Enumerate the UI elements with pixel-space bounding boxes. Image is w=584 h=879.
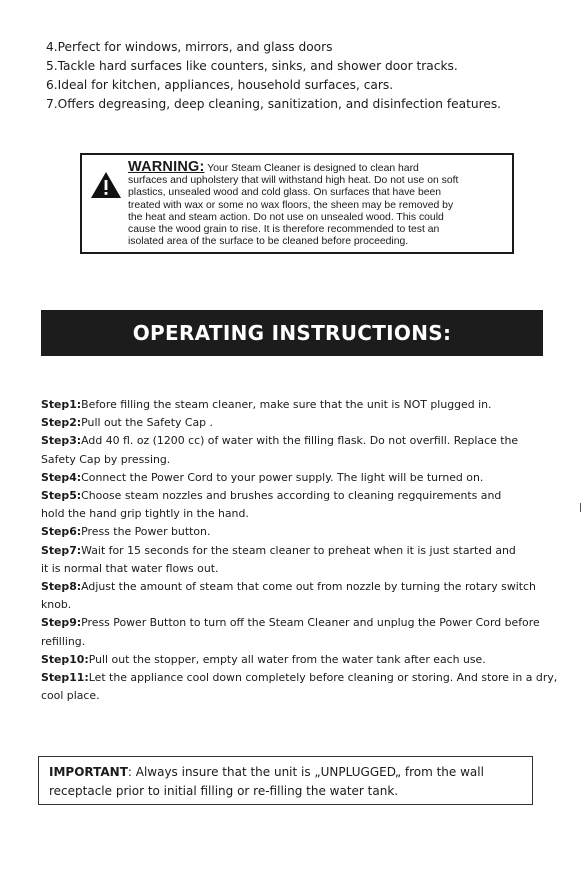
warning-lead: Your Steam Cleaner is designed to clean hard [204, 163, 419, 174]
step-item [41, 523, 565, 541]
step-text: Press Power Button to turn off the Steam Cleaner and unplug the Power Cord before [81, 616, 540, 630]
margin-mark [580, 503, 581, 512]
important-label: IMPORTANT [49, 765, 128, 779]
step-label: Step4: [41, 470, 82, 484]
warning-line: the heat and steam action. Do not use on unsealed wood. This could [128, 211, 444, 223]
step-item [41, 396, 565, 414]
step-text: Pull out the Safety Cap . [81, 416, 214, 430]
step-text: Pull out the stopper, empty all water from the water tank after each use. [88, 652, 486, 666]
step-text: Let the appliance cool down completely before cleaning or storing. And store in a dry, [88, 671, 558, 685]
banner-title: OPERATING INSTRUCTIONS: [132, 321, 452, 345]
steps-list [41, 396, 565, 705]
step-item [41, 414, 565, 432]
step-item [41, 542, 565, 560]
step-label: Step3: [41, 434, 82, 448]
step-label: Step8: [41, 580, 82, 594]
warning-line: treated with wax or some no wax floors, the sheen may be removed by [128, 199, 454, 211]
step-text-continued: hold the hand grip tightly in the hand. [41, 507, 249, 521]
step-text-continued: it is normal that water flows out. [41, 561, 219, 575]
step-text: Press the Power button. [81, 525, 211, 539]
step-label: Step11: [41, 671, 89, 685]
step-text: Adjust the amount of steam that come out from nozzle by turning the rotary switch [81, 580, 536, 594]
warning-line: cause the wood grain to rise. It is therefore recommended to test an [128, 224, 440, 236]
feature-item: 4.Perfect for windows, mirrors, and glass doors [46, 40, 333, 54]
step-text-continued: cool place. [41, 689, 100, 703]
step-label: Step10: [41, 652, 89, 666]
step-label: Step6: [41, 525, 82, 539]
step-item [41, 578, 565, 596]
feature-item: 5.Tackle hard surfaces like counters, sinks, and shower door tracks. [46, 59, 458, 73]
features-list [46, 38, 501, 114]
step-text: Before filling the steam cleaner, make sure that the unit is NOT plugged in. [81, 398, 492, 411]
warning-box [80, 153, 514, 254]
step-label: Step1: [41, 398, 82, 411]
feature-item: 7.Offers degreasing, deep cleaning, sanitization, and disinfection features. [46, 97, 502, 111]
warning-line: plastics, unsealed wood and cold glass. On surfaces that have been [128, 187, 442, 199]
step-label: Step7: [41, 543, 82, 557]
feature-item: 6.Ideal for kitchen, appliances, household surfaces, cars. [46, 78, 394, 92]
warning-title: WARNING: [128, 159, 205, 175]
step-item [41, 651, 565, 669]
step-item [41, 432, 565, 450]
step-item [41, 614, 565, 632]
warning-line: isolated area of the surface to be cleaned before proceeding. [128, 236, 409, 248]
step-text: Connect the Power Cord to your power supply. The light will be turned on. [81, 470, 484, 484]
step-item [41, 487, 565, 505]
step-item [41, 469, 565, 487]
warning-triangle-icon [90, 171, 122, 199]
warning-text [128, 161, 502, 248]
step-label: Step2: [41, 416, 82, 430]
important-text: : Always insure that the unit is „UNPLUGGED„ from the wall [127, 765, 484, 779]
warning-line: surfaces and upholstery that will withstand high heat. Do not use on soft [128, 175, 459, 187]
step-label: Step9: [41, 616, 82, 630]
step-text: Choose steam nozzles and brushes according to cleaning regquirements and [81, 489, 502, 503]
step-label: Step5: [41, 489, 82, 503]
step-text: Wait for 15 seconds for the steam cleaner to preheat when it is just started and [81, 543, 516, 557]
step-text: Add 40 fl. oz (1200 cc) of water with the filling flask. Do not overfill. Replace the [81, 434, 519, 448]
step-text-continued: Safety Cap by pressing. [41, 452, 171, 466]
section-banner [41, 310, 543, 356]
step-text-continued: refilling. [41, 634, 86, 648]
important-notice [38, 756, 533, 805]
step-item [41, 669, 565, 687]
step-text-continued: knob. [41, 598, 72, 612]
important-text-continued: receptacle prior to initial filling or re-filling the water tank. [49, 784, 399, 798]
